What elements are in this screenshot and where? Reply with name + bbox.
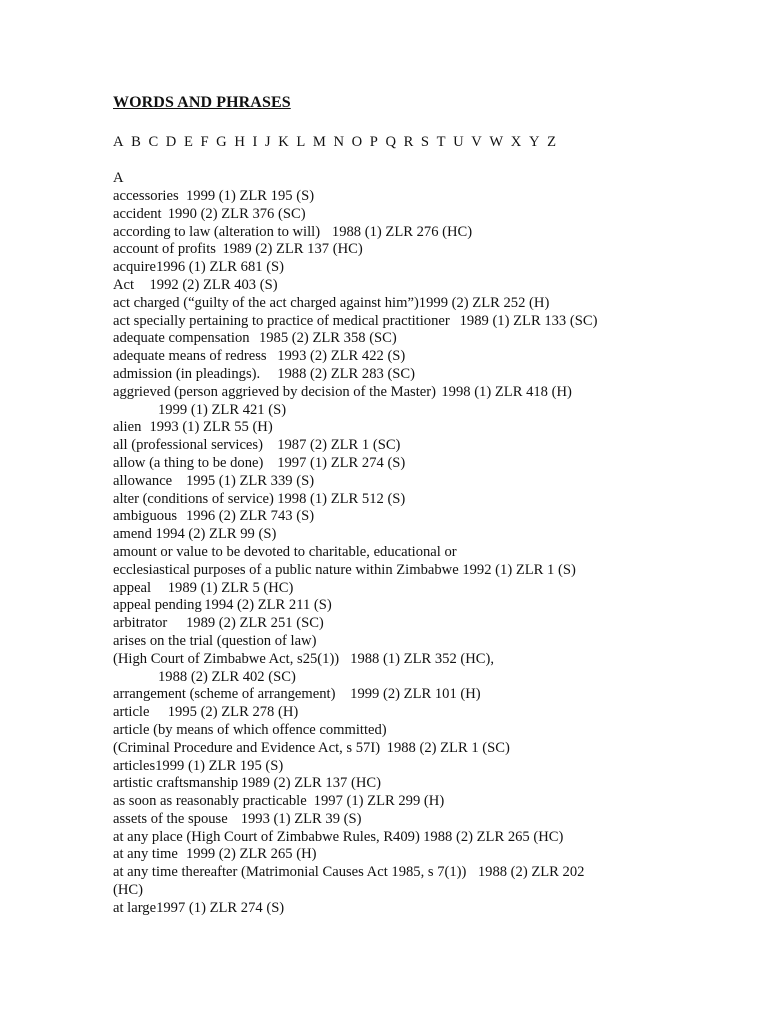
entry-line: account of profits 1989 (2) ZLR 137 (HC)	[113, 241, 363, 258]
entry-line: (Criminal Procedure and Evidence Act, s 57I) 1988 (2) ZLR 1 (SC)	[113, 739, 510, 756]
entry-line: as soon as reasonably practicable 1997 (1) ZLR 299 (H)	[113, 793, 445, 810]
alphabet-letter-q: Q	[385, 134, 396, 150]
entry-line: arises on the trial (question of law)	[113, 632, 317, 649]
alphabet-index	[113, 134, 564, 152]
alphabet-letter-o: O	[351, 134, 363, 150]
entries-list	[113, 188, 643, 918]
entry-line: Act 1992 (2) ZLR 403 (S)	[113, 276, 278, 293]
entry-line: adequate means of redress 1993 (2) ZLR 422 (S)	[113, 348, 406, 365]
alphabet-letter-g: G	[216, 134, 227, 150]
entry-line: at any time 1999 (2) ZLR 265 (H)	[113, 846, 317, 863]
entry-line: act charged (“guilty of the act charged against him”)1999 (2) ZLR 252 (H)	[113, 294, 550, 311]
alphabet-letter-u: U	[453, 134, 464, 150]
alphabet-letter-t: T	[436, 134, 446, 150]
alphabet-letter-b: B	[131, 134, 141, 150]
alphabet-letter-y: Y	[528, 134, 540, 150]
alphabet-letter-h: H	[234, 134, 245, 150]
alphabet-letter-f: F	[200, 134, 209, 150]
entry-line: 1988 (2) ZLR 402 (SC)	[158, 668, 296, 685]
entry-line: act specially pertaining to practice of medical practitioner 1989 (1) ZLR 133 (SC)	[113, 312, 598, 329]
entry-line: allow (a thing to be done) 1997 (1) ZLR 274 (S)	[113, 454, 406, 471]
entry-line: article (by means of which offence committed)	[113, 721, 387, 738]
entry-line: accident 1990 (2) ZLR 376 (SC)	[113, 205, 306, 222]
alphabet-letter-s: S	[420, 134, 430, 150]
entry-line: arbitrator 1989 (2) ZLR 251 (SC)	[113, 615, 324, 632]
alphabet-letter-e: E	[183, 134, 193, 150]
alphabet-letter-c: C	[148, 134, 159, 150]
entry-line: articles1999 (1) ZLR 195 (S)	[113, 757, 284, 774]
entry-line: admission (in pleadings). 1988 (2) ZLR 283 (SC)	[113, 365, 416, 382]
alphabet-letter-a: A	[113, 134, 124, 150]
entry-line: alien 1993 (1) ZLR 55 (H)	[113, 419, 273, 436]
alphabet-letter-p: P	[369, 134, 378, 150]
entry-line: 1999 (1) ZLR 421 (S)	[158, 401, 287, 418]
entry-line: according to law (alteration to will) 1988 (1) ZLR 276 (HC)	[113, 223, 473, 240]
entry-line: arrangement (scheme of arrangement) 1999 (2) ZLR 101 (H)	[113, 686, 481, 703]
alphabet-letter-k: K	[278, 134, 289, 150]
entry-line: assets of the spouse 1993 (1) ZLR 39 (S)	[113, 810, 362, 827]
entry-line: ecclesiastical purposes of a public nature within Zimbabwe 1992 (1) ZLR 1 (S)	[113, 561, 576, 578]
entry-line: appeal pending 1994 (2) ZLR 211 (S)	[113, 597, 332, 614]
entry-line: amend 1994 (2) ZLR 99 (S)	[113, 526, 277, 543]
entry-line: allowance 1995 (1) ZLR 339 (S)	[113, 472, 315, 489]
alphabet-letter-v: V	[471, 134, 482, 150]
alphabet-letter-w: W	[489, 134, 504, 150]
entry-line: at large1997 (1) ZLR 274 (S)	[113, 899, 285, 916]
entry-line: appeal 1989 (1) ZLR 5 (HC)	[113, 579, 294, 596]
entry-line: (HC)	[113, 882, 143, 899]
entry-line: accessories 1999 (1) ZLR 195 (S)	[113, 188, 315, 204]
entry-line: at any time thereafter (Matrimonial Causes Act 1985, s 7(1)) 1988 (2) ZLR 202	[113, 864, 585, 881]
entry-line: alter (conditions of service) 1998 (1) ZLR 512 (S)	[113, 490, 406, 507]
alphabet-letter-i: I	[252, 134, 258, 150]
entry-line: ambiguous 1996 (2) ZLR 743 (S)	[113, 508, 315, 525]
entry-line: adequate compensation 1985 (2) ZLR 358 (SC)	[113, 330, 397, 347]
entry-line: amount or value to be devoted to charitable, educational or	[113, 543, 457, 560]
alphabet-letter-m: M	[312, 134, 326, 150]
alphabet-letter-d: D	[165, 134, 177, 150]
page-title: WORDS AND PHRASES	[113, 94, 291, 111]
entry-line: acquire1996 (1) ZLR 681 (S)	[113, 259, 285, 276]
entry-line: all (professional services) 1987 (2) ZLR 1 (SC)	[113, 437, 401, 454]
alphabet-letter-n: N	[333, 134, 344, 150]
alphabet-letter-r: R	[403, 134, 414, 150]
alphabet-letter-x: X	[510, 134, 522, 150]
entry-line: (High Court of Zimbabwe Act, s25(1)) 1988 (1) ZLR 352 (HC),	[113, 650, 495, 667]
alphabet-letter-z: Z	[547, 134, 556, 150]
entry-line: at any place (High Court of Zimbabwe Rules, R409) 1988 (2) ZLR 265 (HC)	[113, 828, 564, 845]
alphabet-letter-j: J	[264, 134, 271, 150]
alphabet-letter-l: L	[296, 134, 306, 150]
entry-line: article 1995 (2) ZLR 278 (H)	[113, 704, 299, 721]
entry-line: artistic craftsmanship 1989 (2) ZLR 137 (HC)	[113, 775, 381, 792]
entry-line: aggrieved (person aggrieved by decision of the Master) 1998 (1) ZLR 418 (H)	[113, 383, 572, 400]
section-letter-heading: A	[113, 170, 124, 186]
